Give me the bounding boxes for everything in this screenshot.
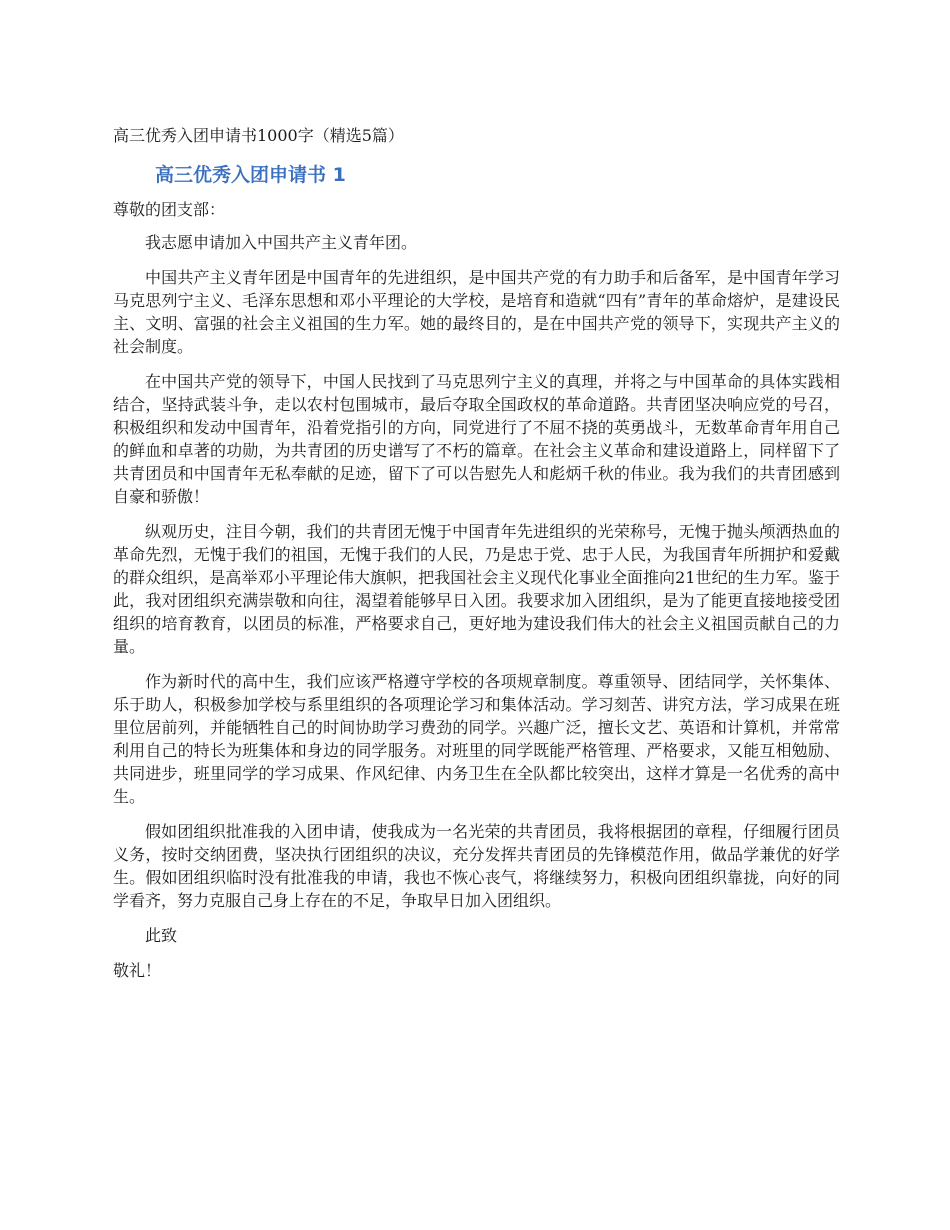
regards-phrase: 敬礼！	[113, 961, 162, 980]
document-title: 高三优秀入团申请书1000字（精选5篇）	[113, 126, 404, 145]
section-heading: 高三优秀入团申请书 1	[155, 164, 346, 186]
paragraph-motivation: 纵观历史，注目今朝，我们的共青团无愧于中国青年先进组织的光荣称号，无愧于抛头颅洒热血的革命先烈，无愧于我们的祖国，无愧于我们的人民，乃是忠于党、忠于人民，为我国青年所拥护和爱戴的群众组织，是高举邓小平理论伟大旗帜，把我国社会主义现代化事业全面推向21世纪的生力军。鉴于此，我对团组织充满崇敬和向往，渴望着能够早日入团。我要求加入团组织，是为了能更直接地接受团组织的培育教育，以团员的标准，严格要求自己，更好地为建设我们伟大的社会主义祖国贡献自己的力量。	[113, 522, 840, 656]
paragraph-declaration: 我志愿申请加入中国共产主义青年团。	[145, 233, 418, 252]
closing-phrase: 此致	[145, 926, 178, 945]
salutation: 尊敬的团支部：	[113, 200, 226, 219]
paragraph-self-assessment: 作为新时代的高中生，我们应该严格遵守学校的各项规章制度。尊重领导、团结同学，关怀集体、乐于助人，积极参加学校与系里组织的各项理论学习和集体活动。学习刻苦、讲究方法，学习成果在班里位居前列，并能牺牲自己的时间协助学习费劲的同学。兴趣广泛，擅长文艺、英语和计算机，并常常利用自己的特长为班集体和身边的同学服务。对班里的同学既能严格管理、严格要求，又能互相勉励、共同进步，班里同学的学习成果、作风纪律、内务卫生在全队都比较突出，这样才算是一名优秀的高中生。	[113, 672, 840, 806]
paragraph-commitment: 假如团组织批准我的入团申请，使我成为一名光荣的共青团员，我将根据团的章程，仔细履行团员义务，按时交纳团费，坚决执行团组织的决议，充分发挥共青团员的先锋模范作用，做品学兼优的好学生。假如团组织临时没有批准我的申请，我也不恢心丧气，将继续努力，积极向团组织靠拢，向好的同学看齐，努力克服自己身上存在的不足，争取早日加入团组织。	[113, 822, 840, 910]
document-body	[113, 124, 840, 982]
paragraph-history: 在中国共产党的领导下，中国人民找到了马克思列宁主义的真理，并将之与中国革命的具体实践相结合，坚持武装斗争，走以农村包围城市，最后夺取全国政权的革命道路。共青团坚决响应党的号召，积极组织和发动中国青年，沿着党指引的方向，同党进行了不屈不挠的英勇战斗，无数革命青年用自己的鲜血和卓著的功勋，为共青团的历史谱写了不朽的篇章。在社会主义革命和建设道路上，同样留下了共青团员和中国青年无私奉献的足迹，留下了可以告慰先人和彪炳千秋的伟业。我为我们的共青团感到自豪和骄傲！	[113, 372, 840, 506]
paragraph-league-introduction: 中国共产主义青年团是中国青年的先进组织，是中国共产党的有力助手和后备军，是中国青年学习马克思列宁主义、毛泽东思想和邓小平理论的大学校，是培育和造就“四有”青年的革命熔炉，是建设民主、文明、富强的社会主义祖国的生力军。她的最终目的，是在中国共产党的领导下，实现共产主义的社会制度。	[113, 268, 840, 356]
